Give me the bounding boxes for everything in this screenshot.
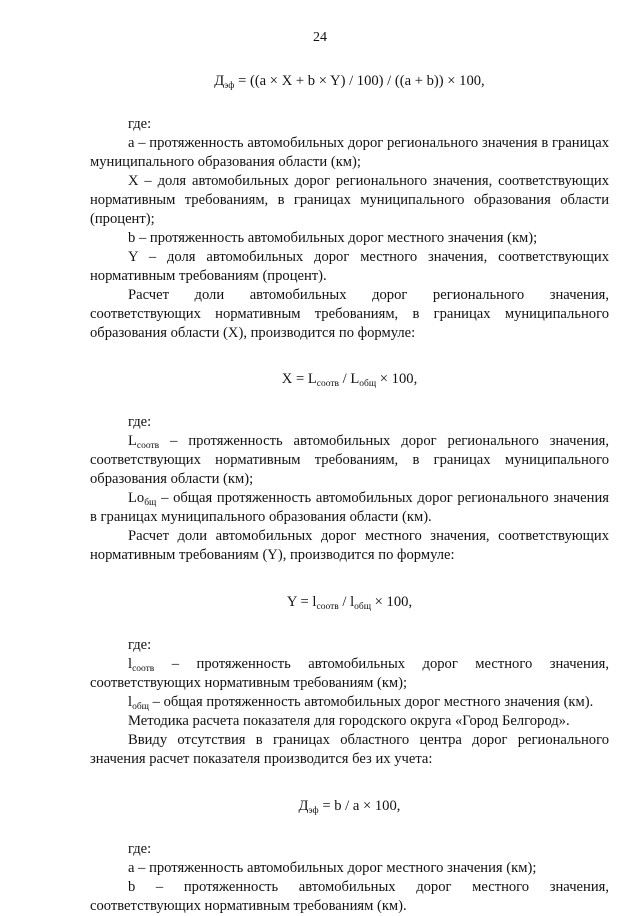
symbol-subscript: соотв [132, 664, 155, 674]
formula-rest: = ((a × X + b × Y) / 100) / ((a + b)) × 100, [234, 73, 485, 89]
formula-lead: Y = l [286, 594, 317, 610]
formula-y [90, 593, 609, 612]
definition-a-local: a – протяженность автомобильных дорог местного значения (км); [128, 860, 537, 876]
symbol: l [128, 656, 133, 672]
definition-text: – общая протяженность автомобильных дорог местного значения (км). [148, 694, 594, 710]
formula-lead-subscript: эф [308, 806, 319, 816]
formula-middle: / L [338, 371, 360, 387]
formula-belgorod [90, 797, 609, 816]
calculation-y-intro: Расчет доли автомобильных дорог местного значения, соответствующих нормативным требованиям (Y), производится по формуле: [90, 528, 609, 563]
where-label: где: [128, 116, 152, 132]
method-belgorod: Методика расчета показателя для городского округа «Город Белгород». [128, 713, 570, 729]
formula-lead-subscript: эф [224, 81, 235, 91]
definition-x: X – доля автомобильных дорог регионального значения, соответствующих нормативным требованиям, в границах муниципального образования области (процент); [90, 173, 609, 227]
symbol-subscript: соотв [136, 441, 160, 451]
formula-rest: × 100, [371, 594, 413, 610]
where-label: где: [128, 637, 152, 653]
definition-b-local: b – протяженность автомобильных дорог местного значения, соответствующих нормативным требованиям (км). [90, 879, 609, 914]
calculation-x-intro: Расчет доли автомобильных дорог регионального значения, соответствующих нормативным требованиям, в границах муниципального образования области (X), производится по формуле: [90, 287, 609, 341]
where-label: где: [128, 414, 152, 430]
definition-a: a – протяженность автомобильных дорог регионального значения в границах муниципального образования области (км); [90, 135, 609, 170]
formula-rest: = b / a × 100, [318, 798, 401, 814]
definition-text: – протяженность автомобильных дорог местного значения, соответствующих нормативным требованиям (км); [90, 656, 609, 691]
definition-y: Y – доля автомобильных дорог местного значения, соответствующих нормативным требованиям (процент). [90, 249, 609, 284]
formula-road-share [90, 72, 609, 91]
definition-l-sootv [90, 432, 609, 489]
formula-lead: Д [298, 798, 309, 814]
formula-subscript: общ [354, 602, 372, 612]
formula-x [90, 370, 609, 389]
page-number: 24 [313, 30, 327, 45]
where-label: где: [128, 841, 152, 857]
symbol: Lо [128, 490, 145, 506]
symbol-subscript: бщ [144, 498, 157, 508]
formula-lead: Д [214, 73, 225, 89]
definition-text: – общая протяженность автомобильных дорог регионального значения в границах муниципального образования области (км). [90, 490, 609, 525]
document-body [90, 62, 609, 916]
definition-l-sootv-local [90, 655, 609, 693]
definition-l-obsh-local [90, 693, 609, 712]
formula-subscript: общ [359, 379, 377, 389]
definition-l-obsh [90, 489, 609, 527]
formula-middle: / l [338, 594, 355, 610]
formula-subscript: соотв [316, 379, 339, 389]
formula-rest: × 100, [376, 371, 418, 387]
symbol-subscript: общ [132, 702, 149, 712]
definition-text: – протяженность автомобильных дорог регионального значения, соответствующих нормативным требованиям, в границах муниципального образования области (км); [90, 433, 609, 487]
definition-b: b – протяженность автомобильных дорог местного значения (км); [128, 230, 538, 246]
symbol: l [128, 694, 133, 710]
formula-lead: X = L [281, 371, 317, 387]
symbol: L [128, 433, 137, 449]
absence-note: Ввиду отсутствия в границах областного центра дорог регионального значения расчет показателя производится без их учета: [90, 732, 609, 767]
formula-subscript: соотв [316, 602, 339, 612]
